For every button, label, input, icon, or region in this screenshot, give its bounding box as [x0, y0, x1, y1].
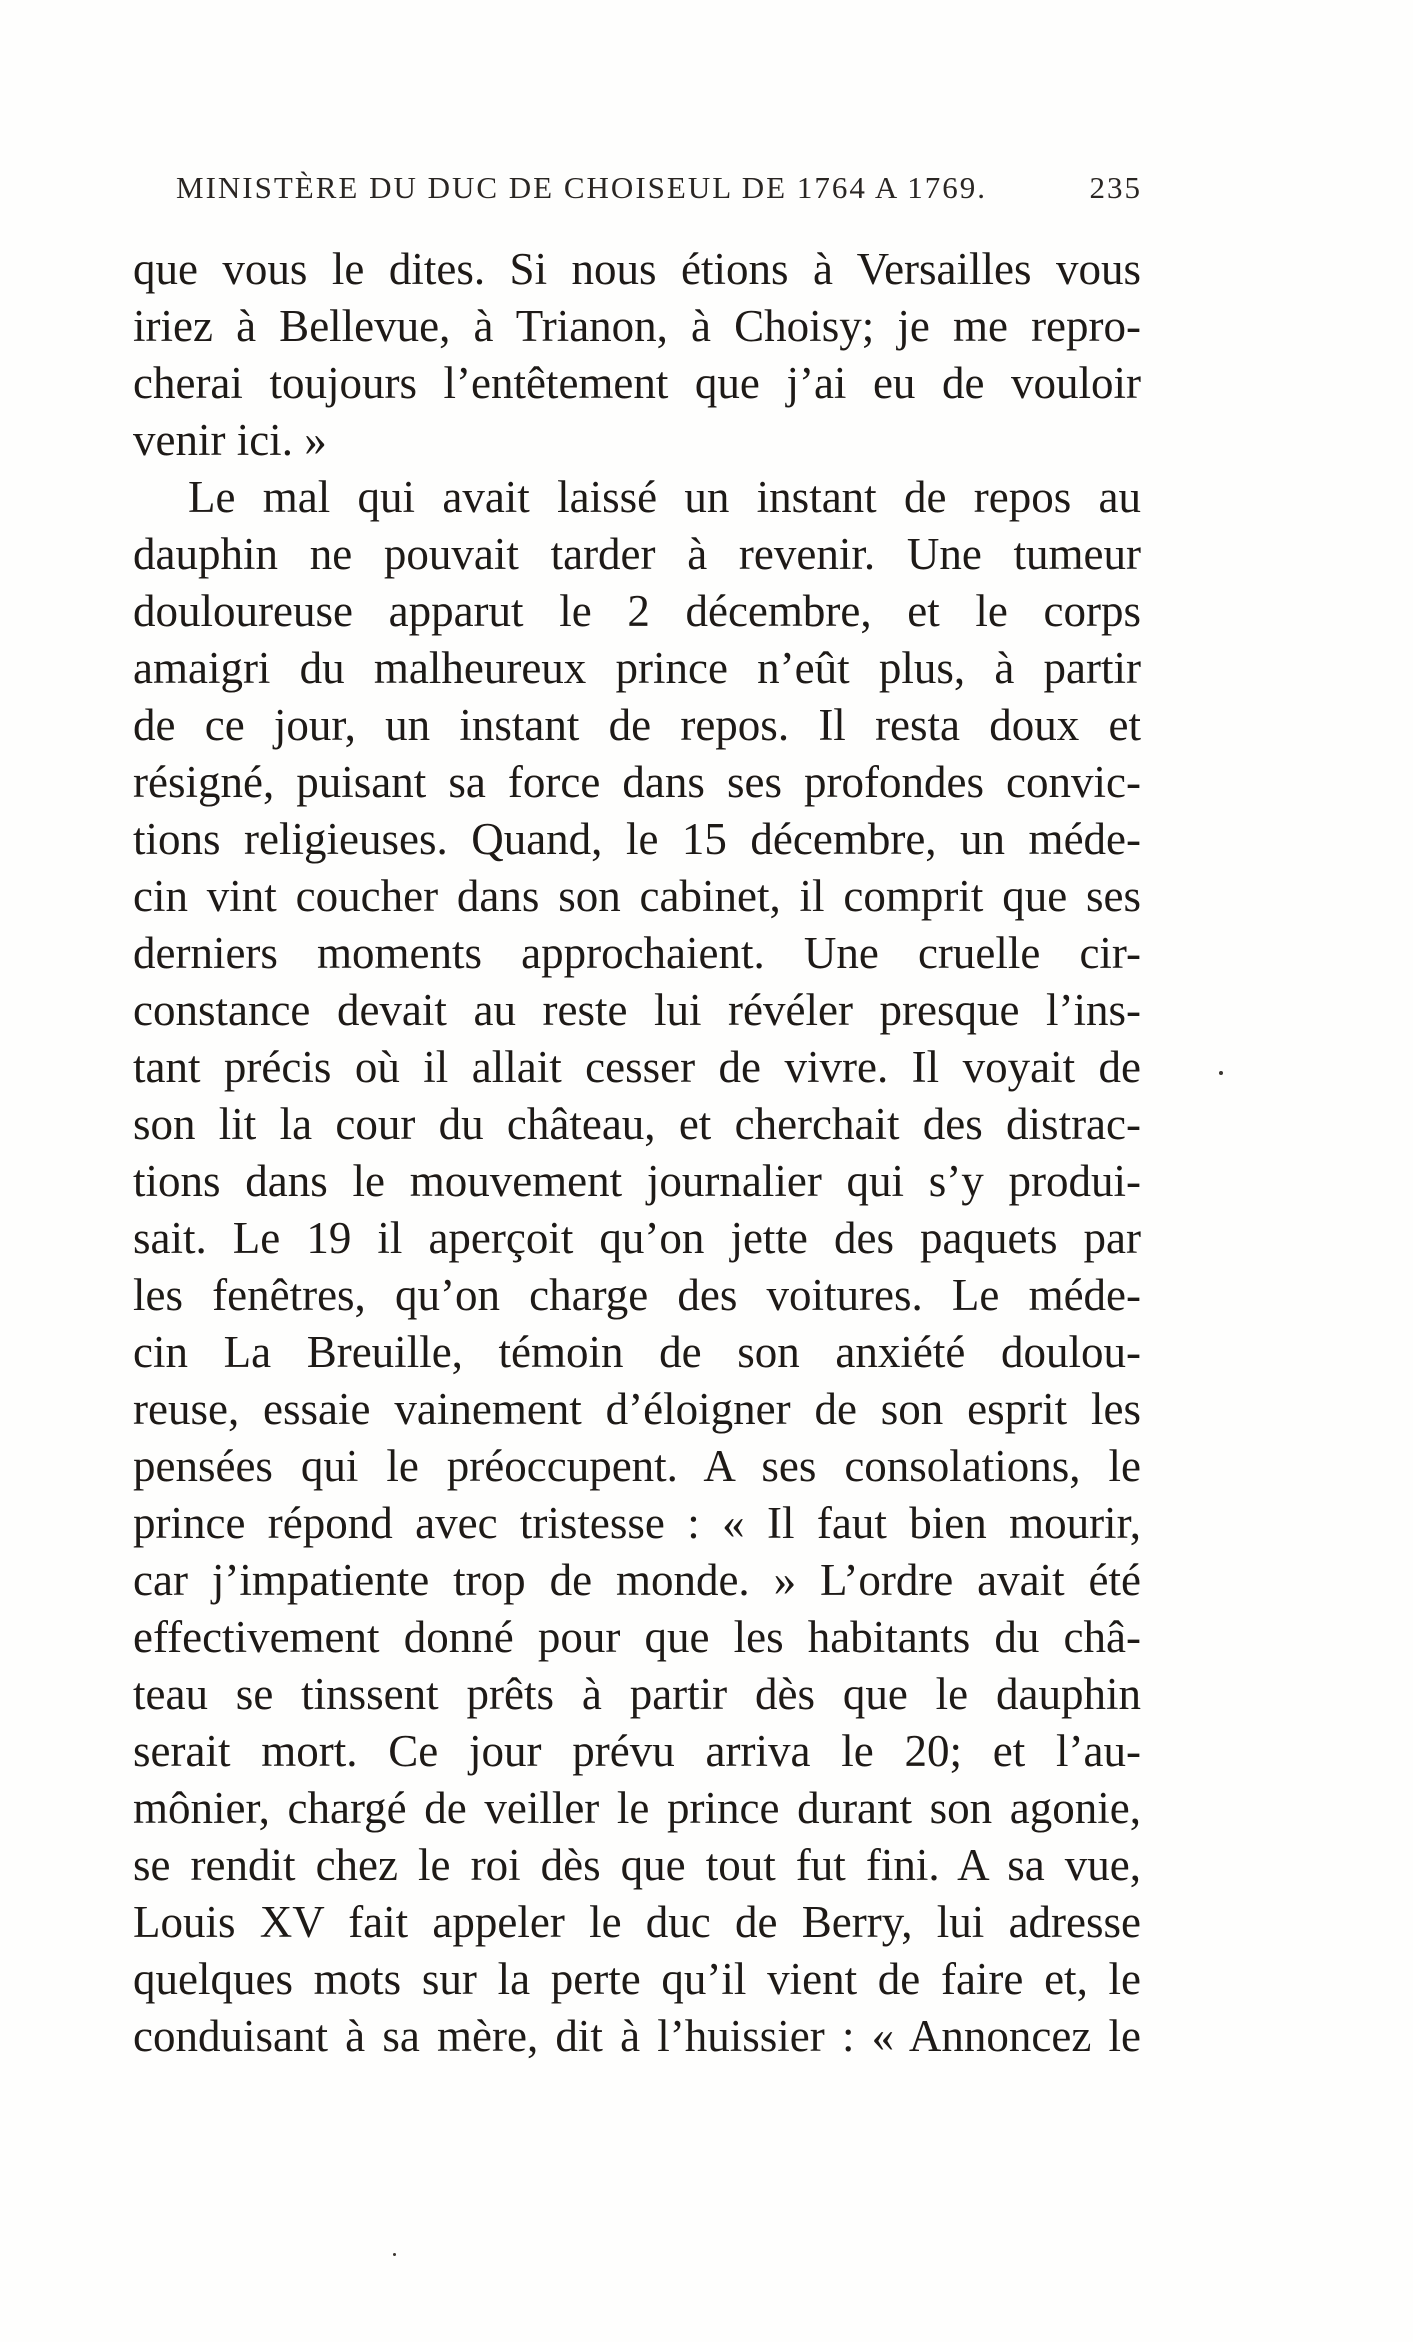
- text-line: effectivement donné pour que les habitants du châ-: [133, 1612, 1141, 1662]
- text-line: tions religieuses. Quand, le 15 décembre, un méde-: [133, 814, 1141, 864]
- text-line: quelques mots sur la perte qu’il vient de faire et, le: [133, 1954, 1141, 2004]
- text-line: pensées qui le préoccupent. A ses consolations, le: [133, 1441, 1141, 1491]
- text-line: résigné, puisant sa force dans ses profondes convic-: [133, 757, 1141, 807]
- text-line: mônier, chargé de veiller le prince durant son agonie,: [133, 1783, 1141, 1833]
- running-head-title: MINISTÈRE DU DUC DE CHOISEUL DE 1764 A 1769.: [176, 170, 988, 205]
- text-line: constance devait au reste lui révéler presque l’ins-: [133, 985, 1141, 1035]
- text-line: tions dans le mouvement journalier qui s’y produi-: [133, 1156, 1141, 1206]
- text-line: cin vint coucher dans son cabinet, il comprit que ses: [133, 871, 1141, 921]
- text-line: cin La Breuille, témoin de son anxiété doulou-: [133, 1327, 1141, 1377]
- text-line: teau se tinssent prêts à partir dès que le dauphin: [133, 1669, 1141, 1719]
- text-line: derniers moments approchaient. Une cruelle cir-: [133, 928, 1141, 978]
- text-line: sait. Le 19 il aperçoit qu’on jette des paquets par: [133, 1213, 1141, 1263]
- text-line: venir ici. »: [133, 415, 327, 465]
- body-text: [133, 241, 1141, 2065]
- page-number: 235: [1089, 170, 1142, 205]
- text-line: douloureuse apparut le 2 décembre, et le corps: [133, 586, 1141, 636]
- text-line: tant précis où il allait cesser de vivre. Il voyait de: [133, 1042, 1141, 1092]
- text-line: cherai toujours l’entêtement que j’ai eu de vouloir: [133, 358, 1141, 408]
- text-line: son lit la cour du château, et cherchait des distrac-: [133, 1099, 1141, 1149]
- text-line: amaigri du malheureux prince n’eût plus, à partir: [133, 643, 1141, 693]
- text-line: dauphin ne pouvait tarder à revenir. Une tumeur: [133, 529, 1141, 579]
- text-line: reuse, essaie vainement d’éloigner de son esprit les: [133, 1384, 1141, 1434]
- text-line: Louis XV fait appeler le duc de Berry, lui adresse: [133, 1897, 1141, 1947]
- text-line: que vous le dites. Si nous étions à Versailles vous: [133, 244, 1141, 294]
- text-line: car j’impatiente trop de monde. » L’ordre avait été: [133, 1555, 1141, 1605]
- paper-speck: [393, 2253, 396, 2256]
- text-line: iriez à Bellevue, à Trianon, à Choisy; je me repro-: [133, 301, 1141, 351]
- text-line: prince répond avec tristesse : « Il faut bien mourir,: [133, 1498, 1141, 1548]
- text-line: serait mort. Ce jour prévu arriva le 20; et l’au-: [133, 1726, 1141, 1776]
- paragraph-first-line: Le mal qui avait laissé un instant de repos au: [188, 472, 1141, 522]
- text-line: conduisant à sa mère, dit à l’huissier : « Annoncez le: [133, 2011, 1141, 2061]
- text-line: se rendit chez le roi dès que tout fut fini. A sa vue,: [133, 1840, 1141, 1890]
- text-line: les fenêtres, qu’on charge des voitures. Le méde-: [133, 1270, 1141, 1320]
- text-line: de ce jour, un instant de repos. Il resta doux et: [133, 700, 1141, 750]
- paper-speck: [1219, 1071, 1223, 1075]
- running-head: [176, 170, 1142, 216]
